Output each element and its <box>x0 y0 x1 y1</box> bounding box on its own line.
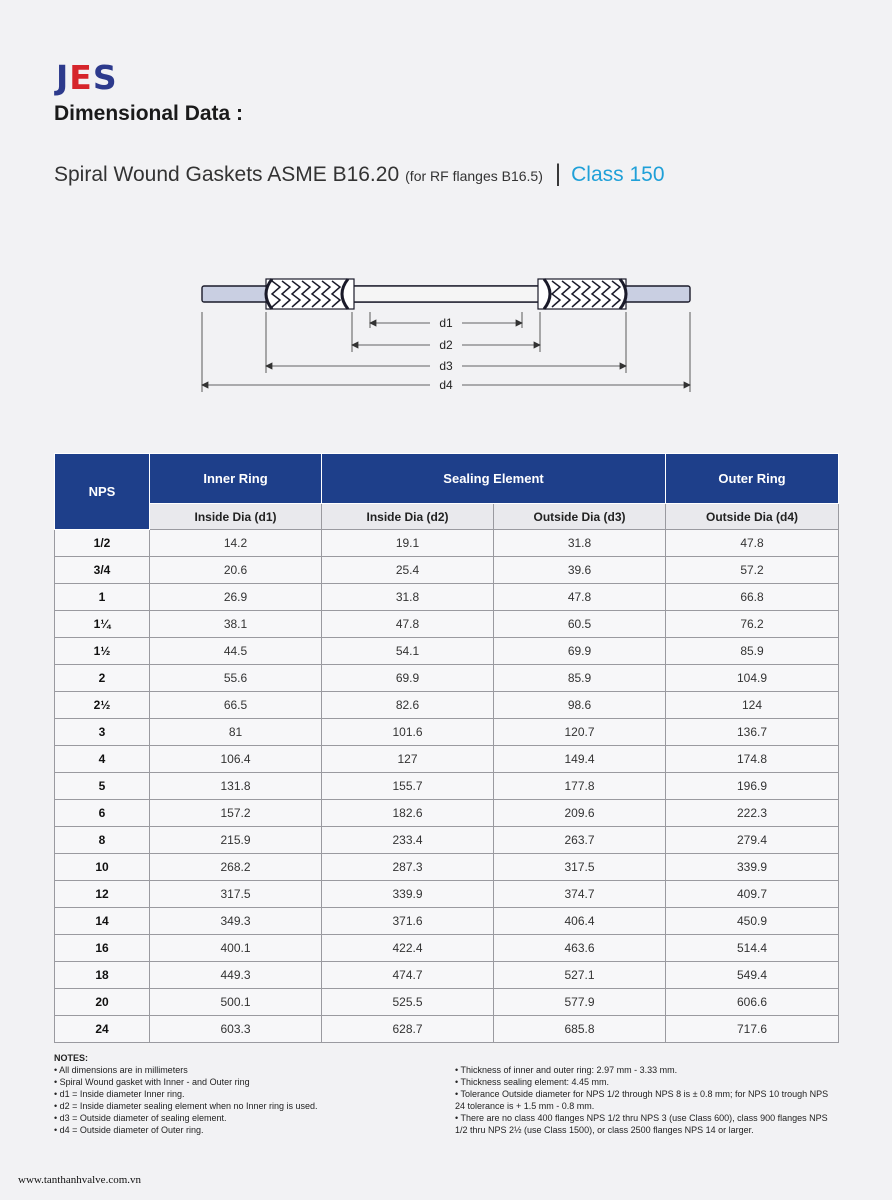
nps-cell: 1¼ <box>55 611 150 638</box>
note-item: • d3 = Outside diameter of sealing element. <box>54 1113 227 1123</box>
logo-letter-e: E <box>69 58 93 97</box>
d4-cell: 174.8 <box>666 746 839 773</box>
logo-letter-j: J <box>56 58 70 97</box>
nps-header: NPS <box>55 454 150 530</box>
d1-cell: 603.3 <box>150 1016 322 1043</box>
d3-cell: 406.4 <box>494 908 666 935</box>
d3-cell: 60.5 <box>494 611 666 638</box>
d2-cell: 474.7 <box>322 962 494 989</box>
d2-cell: 31.8 <box>322 584 494 611</box>
d1-cell: 215.9 <box>150 827 322 854</box>
d3-cell: 98.6 <box>494 692 666 719</box>
page-subtitle <box>54 160 665 188</box>
table-row <box>55 638 839 665</box>
d3-cell: 149.4 <box>494 746 666 773</box>
table-row <box>55 989 839 1016</box>
nps-cell: 24 <box>55 1016 150 1043</box>
nps-cell: 2½ <box>55 692 150 719</box>
d2-cell: 155.7 <box>322 773 494 800</box>
d4-cell: 57.2 <box>666 557 839 584</box>
d1-cell: 38.1 <box>150 611 322 638</box>
d4-cell: 450.9 <box>666 908 839 935</box>
d4-cell: 409.7 <box>666 881 839 908</box>
sub-header-d3: Outside Dia (d3) <box>494 504 666 530</box>
d3-cell: 527.1 <box>494 962 666 989</box>
dim-label-d3: d3 <box>439 359 453 373</box>
d1-cell: 66.5 <box>150 692 322 719</box>
table-row <box>55 935 839 962</box>
dim-label-d1: d1 <box>439 316 453 330</box>
d4-cell: 136.7 <box>666 719 839 746</box>
sub-header-d4: Outside Dia (d4) <box>666 504 839 530</box>
nps-cell: 16 <box>55 935 150 962</box>
note-item: • Thickness sealing element: 4.45 mm. <box>455 1077 610 1087</box>
d1-cell: 317.5 <box>150 881 322 908</box>
nps-cell: 1½ <box>55 638 150 665</box>
d4-cell: 85.9 <box>666 638 839 665</box>
d2-cell: 339.9 <box>322 881 494 908</box>
d3-cell: 463.6 <box>494 935 666 962</box>
d4-cell: 339.9 <box>666 854 839 881</box>
d2-cell: 69.9 <box>322 665 494 692</box>
d2-cell: 19.1 <box>322 530 494 557</box>
table-row <box>55 962 839 989</box>
table-body <box>55 530 839 1043</box>
d1-cell: 400.1 <box>150 935 322 962</box>
nps-cell: 6 <box>55 800 150 827</box>
d1-cell: 268.2 <box>150 854 322 881</box>
d3-cell: 85.9 <box>494 665 666 692</box>
nps-cell: 1 <box>55 584 150 611</box>
nps-cell: 10 <box>55 854 150 881</box>
d1-cell: 449.3 <box>150 962 322 989</box>
d3-cell: 120.7 <box>494 719 666 746</box>
table-row <box>55 773 839 800</box>
d2-cell: 101.6 <box>322 719 494 746</box>
d2-cell: 525.5 <box>322 989 494 1016</box>
d4-cell: 279.4 <box>666 827 839 854</box>
d1-cell: 81 <box>150 719 322 746</box>
notes-title: NOTES: <box>54 1053 89 1063</box>
d2-cell: 82.6 <box>322 692 494 719</box>
d2-cell: 371.6 <box>322 908 494 935</box>
nps-cell: 20 <box>55 989 150 1016</box>
d3-cell: 317.5 <box>494 854 666 881</box>
inner-ring-shape <box>346 286 546 302</box>
d4-cell: 549.4 <box>666 962 839 989</box>
d4-cell: 222.3 <box>666 800 839 827</box>
d2-cell: 54.1 <box>322 638 494 665</box>
d3-cell: 263.7 <box>494 827 666 854</box>
table-row <box>55 881 839 908</box>
right-sealing-element <box>538 279 626 309</box>
d3-cell: 69.9 <box>494 638 666 665</box>
table-row <box>55 746 839 773</box>
nps-cell: 1/2 <box>55 530 150 557</box>
d1-cell: 131.8 <box>150 773 322 800</box>
d1-cell: 500.1 <box>150 989 322 1016</box>
d2-cell: 422.4 <box>322 935 494 962</box>
nps-cell: 4 <box>55 746 150 773</box>
note-item: • Thickness of inner and outer ring: 2.97 mm - 3.33 mm. <box>455 1065 678 1075</box>
note-item: • Tolerance Outside diameter for NPS 1/2 through NPS 8 is ± 0.8 mm; for NPS 10 trough NPS 24 tolerance is + 1.5 mm - 0.8 mm. <box>455 1089 829 1111</box>
subtitle-main: Spiral Wound Gaskets ASME B16.20 <box>54 163 400 186</box>
note-item: • All dimensions are in millimeters <box>54 1065 188 1075</box>
d3-cell: 577.9 <box>494 989 666 1016</box>
note-item: • There are no class 400 flanges NPS 1/2 thru NPS 3 (use Class 600), class 900 flanges NPS 1/2 thru NPS 2½ (use Class 1500), or class 2500 flanges NPS 14 or larger. <box>455 1113 828 1135</box>
note-item: • d4 = Outside diameter of Outer ring. <box>54 1125 204 1135</box>
table-row <box>55 665 839 692</box>
d3-cell: 47.8 <box>494 584 666 611</box>
d4-cell: 124 <box>666 692 839 719</box>
notes-section <box>54 1052 838 1135</box>
table-row <box>55 557 839 584</box>
d4-cell: 66.8 <box>666 584 839 611</box>
d2-cell: 47.8 <box>322 611 494 638</box>
d2-cell: 25.4 <box>322 557 494 584</box>
d4-cell: 76.2 <box>666 611 839 638</box>
d3-cell: 209.6 <box>494 800 666 827</box>
logo-letter-s: S <box>92 58 118 97</box>
class-label: Class 150 <box>571 163 665 186</box>
left-sealing-element <box>266 279 354 309</box>
d4-cell: 717.6 <box>666 1016 839 1043</box>
d3-cell: 685.8 <box>494 1016 666 1043</box>
d4-cell: 514.4 <box>666 935 839 962</box>
group-header-outer-ring: Outer Ring <box>666 454 839 504</box>
dimensions-table <box>54 453 839 1043</box>
nps-cell: 2 <box>55 665 150 692</box>
nps-cell: 3 <box>55 719 150 746</box>
nps-cell: 3/4 <box>55 557 150 584</box>
subtitle-note: (for RF flanges B16.5) <box>405 168 543 184</box>
gasket-diagram <box>196 270 696 405</box>
notes-right-column <box>455 1064 840 1136</box>
d3-cell: 39.6 <box>494 557 666 584</box>
d4-cell: 606.6 <box>666 989 839 1016</box>
d1-cell: 157.2 <box>150 800 322 827</box>
d2-cell: 127 <box>322 746 494 773</box>
d1-cell: 26.9 <box>150 584 322 611</box>
footer-url[interactable]: www.tanthanhvalve.com.vn <box>18 1174 142 1186</box>
dim-label-d2: d2 <box>439 338 453 352</box>
d3-cell: 177.8 <box>494 773 666 800</box>
section-title: Dimensional Data : <box>54 102 244 125</box>
sub-header-d1: Inside Dia (d1) <box>150 504 322 530</box>
d3-cell: 374.7 <box>494 881 666 908</box>
note-item: • d2 = Inside diameter sealing element when no Inner ring is used. <box>54 1101 318 1111</box>
d1-cell: 20.6 <box>150 557 322 584</box>
nps-cell: 12 <box>55 881 150 908</box>
d4-cell: 104.9 <box>666 665 839 692</box>
table-row <box>55 611 839 638</box>
nps-cell: 14 <box>55 908 150 935</box>
gasket-cross-section-svg <box>196 270 696 400</box>
nps-cell: 18 <box>55 962 150 989</box>
table-row <box>55 908 839 935</box>
note-item: • d1 = Inside diameter Inner ring. <box>54 1089 185 1099</box>
company-logo <box>56 58 118 97</box>
dim-label-d4: d4 <box>439 378 453 392</box>
table-row <box>55 800 839 827</box>
group-header-sealing-element: Sealing Element <box>322 454 666 504</box>
d2-cell: 287.3 <box>322 854 494 881</box>
table-row <box>55 854 839 881</box>
table-row <box>55 719 839 746</box>
table-row <box>55 1016 839 1043</box>
nps-cell: 5 <box>55 773 150 800</box>
subtitle-separator: | <box>554 160 562 187</box>
d1-cell: 14.2 <box>150 530 322 557</box>
notes-left-column <box>54 1064 444 1136</box>
table-row <box>55 692 839 719</box>
nps-cell: 8 <box>55 827 150 854</box>
d1-cell: 44.5 <box>150 638 322 665</box>
d4-cell: 47.8 <box>666 530 839 557</box>
table-row <box>55 827 839 854</box>
d1-cell: 106.4 <box>150 746 322 773</box>
d2-cell: 182.6 <box>322 800 494 827</box>
group-header-inner-ring: Inner Ring <box>150 454 322 504</box>
d2-cell: 233.4 <box>322 827 494 854</box>
table-row <box>55 584 839 611</box>
d1-cell: 349.3 <box>150 908 322 935</box>
note-item: • Spiral Wound gasket with Inner - and Outer ring <box>54 1077 250 1087</box>
table-row <box>55 530 839 557</box>
d3-cell: 31.8 <box>494 530 666 557</box>
d1-cell: 55.6 <box>150 665 322 692</box>
sub-header-d2: Inside Dia (d2) <box>322 504 494 530</box>
d2-cell: 628.7 <box>322 1016 494 1043</box>
d4-cell: 196.9 <box>666 773 839 800</box>
